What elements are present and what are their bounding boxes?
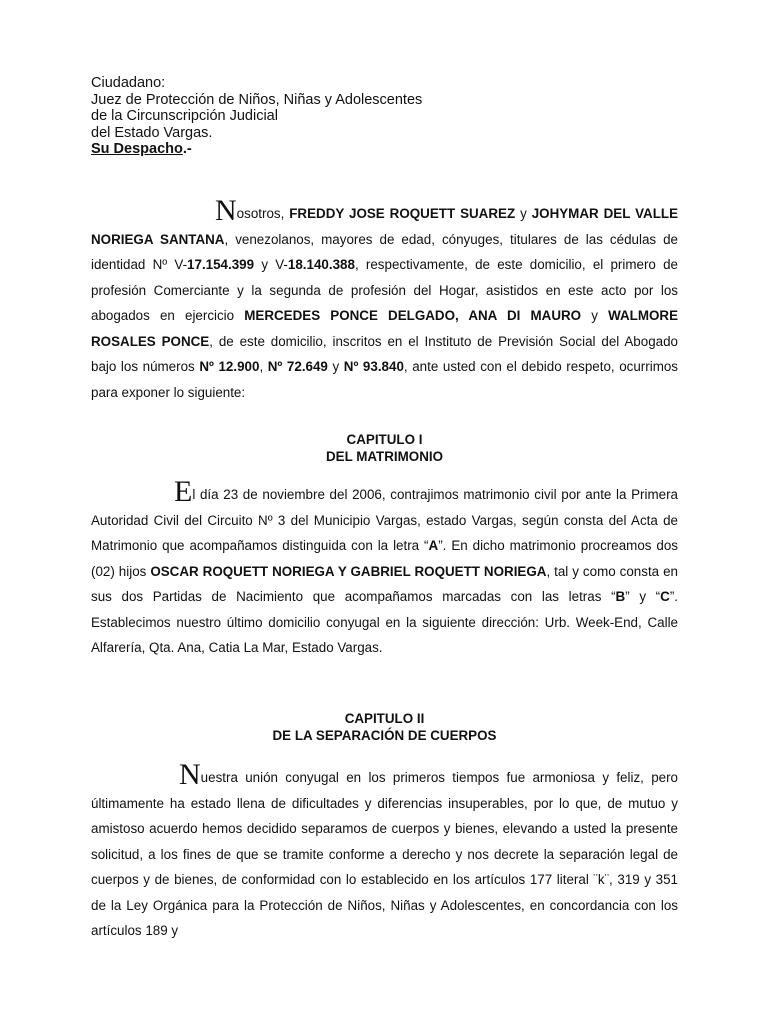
lawyers-names-2: WALMORE ROSALES PONCE <box>91 308 678 349</box>
su-despacho-suffix: .- <box>182 141 192 157</box>
addressee-block <box>91 75 422 158</box>
addressee-line-2: Juez de Protección de Niños, Niñas y Adolescentes <box>91 91 423 108</box>
exhibit-c: C <box>660 589 670 604</box>
marriage-paragraph: El día 23 de noviembre del 2006, contrajimos matrimonio civil por ante la Primera Autoridad Civil del Circuito Nº 3 del Municipio Vargas, estado Vargas, según consta del Acta de Matrimonio que acompañamos distinguida con la letra “A”. En dicho matrimonio procreamos dos (02) hijos OSCAR ROQUETT NORIEGA Y GABRIEL ROQUETT NORIEGA, tal y como consta en sus dos Partidas de Nacimiento que acompañamos marcadas con las letras “B” y “C”. Establecimos nuestro último domicilio conyugal en la siguiente dirección: Urb. Week-End, Calle Alfarería, Qta. Ana, Catia La Mar, Estado Vargas. <box>91 475 678 655</box>
su-despacho-underlined: Su Despacho <box>91 141 183 157</box>
bar-number-2: Nº 72.649 <box>267 359 328 374</box>
id-number-2: 18.140.388 <box>287 257 355 272</box>
addressee-line-1: Ciudadano: <box>91 75 166 91</box>
petitioner-2-name: JOHYMAR DEL VALLE NORIEGA SANTANA <box>91 206 678 247</box>
bar-number-3: Nº 93.840 <box>343 359 404 374</box>
id-number-1: 17.154.399 <box>187 257 255 272</box>
separation-drop-cap: N <box>179 758 201 791</box>
marriage-drop-cap: E <box>174 475 193 508</box>
chapter-2-title: CAPITULO II <box>344 711 425 726</box>
separation-paragraph: Nuestra unión conyugal en los primeros tiempos fue armoniosa y feliz, pero últimamente ha estado llena de dificultades y diferencias insuperables, por lo que, de mutuo y amistoso acuerdo hemos decidido separamos de cuerpos y bienes, elevando a usted la presente solicitud, a los fines de que se tramite conforme a derecho y nos decrete la separación legal de cuerpos y de bienes, de conformidad con lo establecido en los artículos 177 literal ¨k¨, 319 y 351 de la Ley Orgánica para la Protección de Niños, Niñas y Adolescentes, en concordancia con los artículos 189 y <box>91 758 678 938</box>
children-names: OSCAR ROQUETT NORIEGA Y GABRIEL ROQUETT NORIEGA <box>150 563 547 579</box>
bar-number-1: Nº 12.900 <box>199 359 260 374</box>
intro-drop-cap: N <box>215 194 237 227</box>
chapter-2-subtitle: DE LA SEPARACIÓN DE CUERPOS <box>272 728 497 743</box>
chapter-1-subtitle: DEL MATRIMONIO <box>325 449 444 464</box>
chapter-1-title: CAPITULO I <box>346 432 423 447</box>
chapter-1-heading <box>91 431 678 465</box>
su-despacho <box>91 141 422 158</box>
addressee-line-3: de la Circunscripción Judicial <box>91 108 278 124</box>
exhibit-b: B <box>615 589 626 604</box>
lawyers-names-1: MERCEDES PONCE DELGADO, ANA DI MAURO <box>244 308 582 323</box>
addressee-line-4: del Estado Vargas. <box>91 124 213 141</box>
exhibit-a: A <box>428 538 439 553</box>
intro-paragraph: Nosotros, FREDDY JOSE ROQUETT SUAREZ y JOHYMAR DEL VALLE NORIEGA SANTANA, venezolanos, mayores de edad, cónyuges, titulares de las cédulas de identidad Nº V-17.154.399 y V-18.140.388, respectivamente, de este domicilio, el primero de profesión Comerciante y la segunda de profesión del Hogar, asistidos en este acto por los abogados en ejercicio MERCEDES PONCE DELGADO, ANA DI MAURO y WALMORE ROSALES PONCE, de este domicilio, inscritos en el Instituto de Previsión Social del Abogado bajo los números Nº 12.900, Nº 72.649 y Nº 93.840, ante usted con el debido respeto, ocurrimos para exponer lo siguiente: <box>91 194 679 400</box>
petitioner-1-name: FREDDY JOSE ROQUETT SUAREZ <box>289 206 516 221</box>
chapter-2-heading <box>91 710 678 744</box>
